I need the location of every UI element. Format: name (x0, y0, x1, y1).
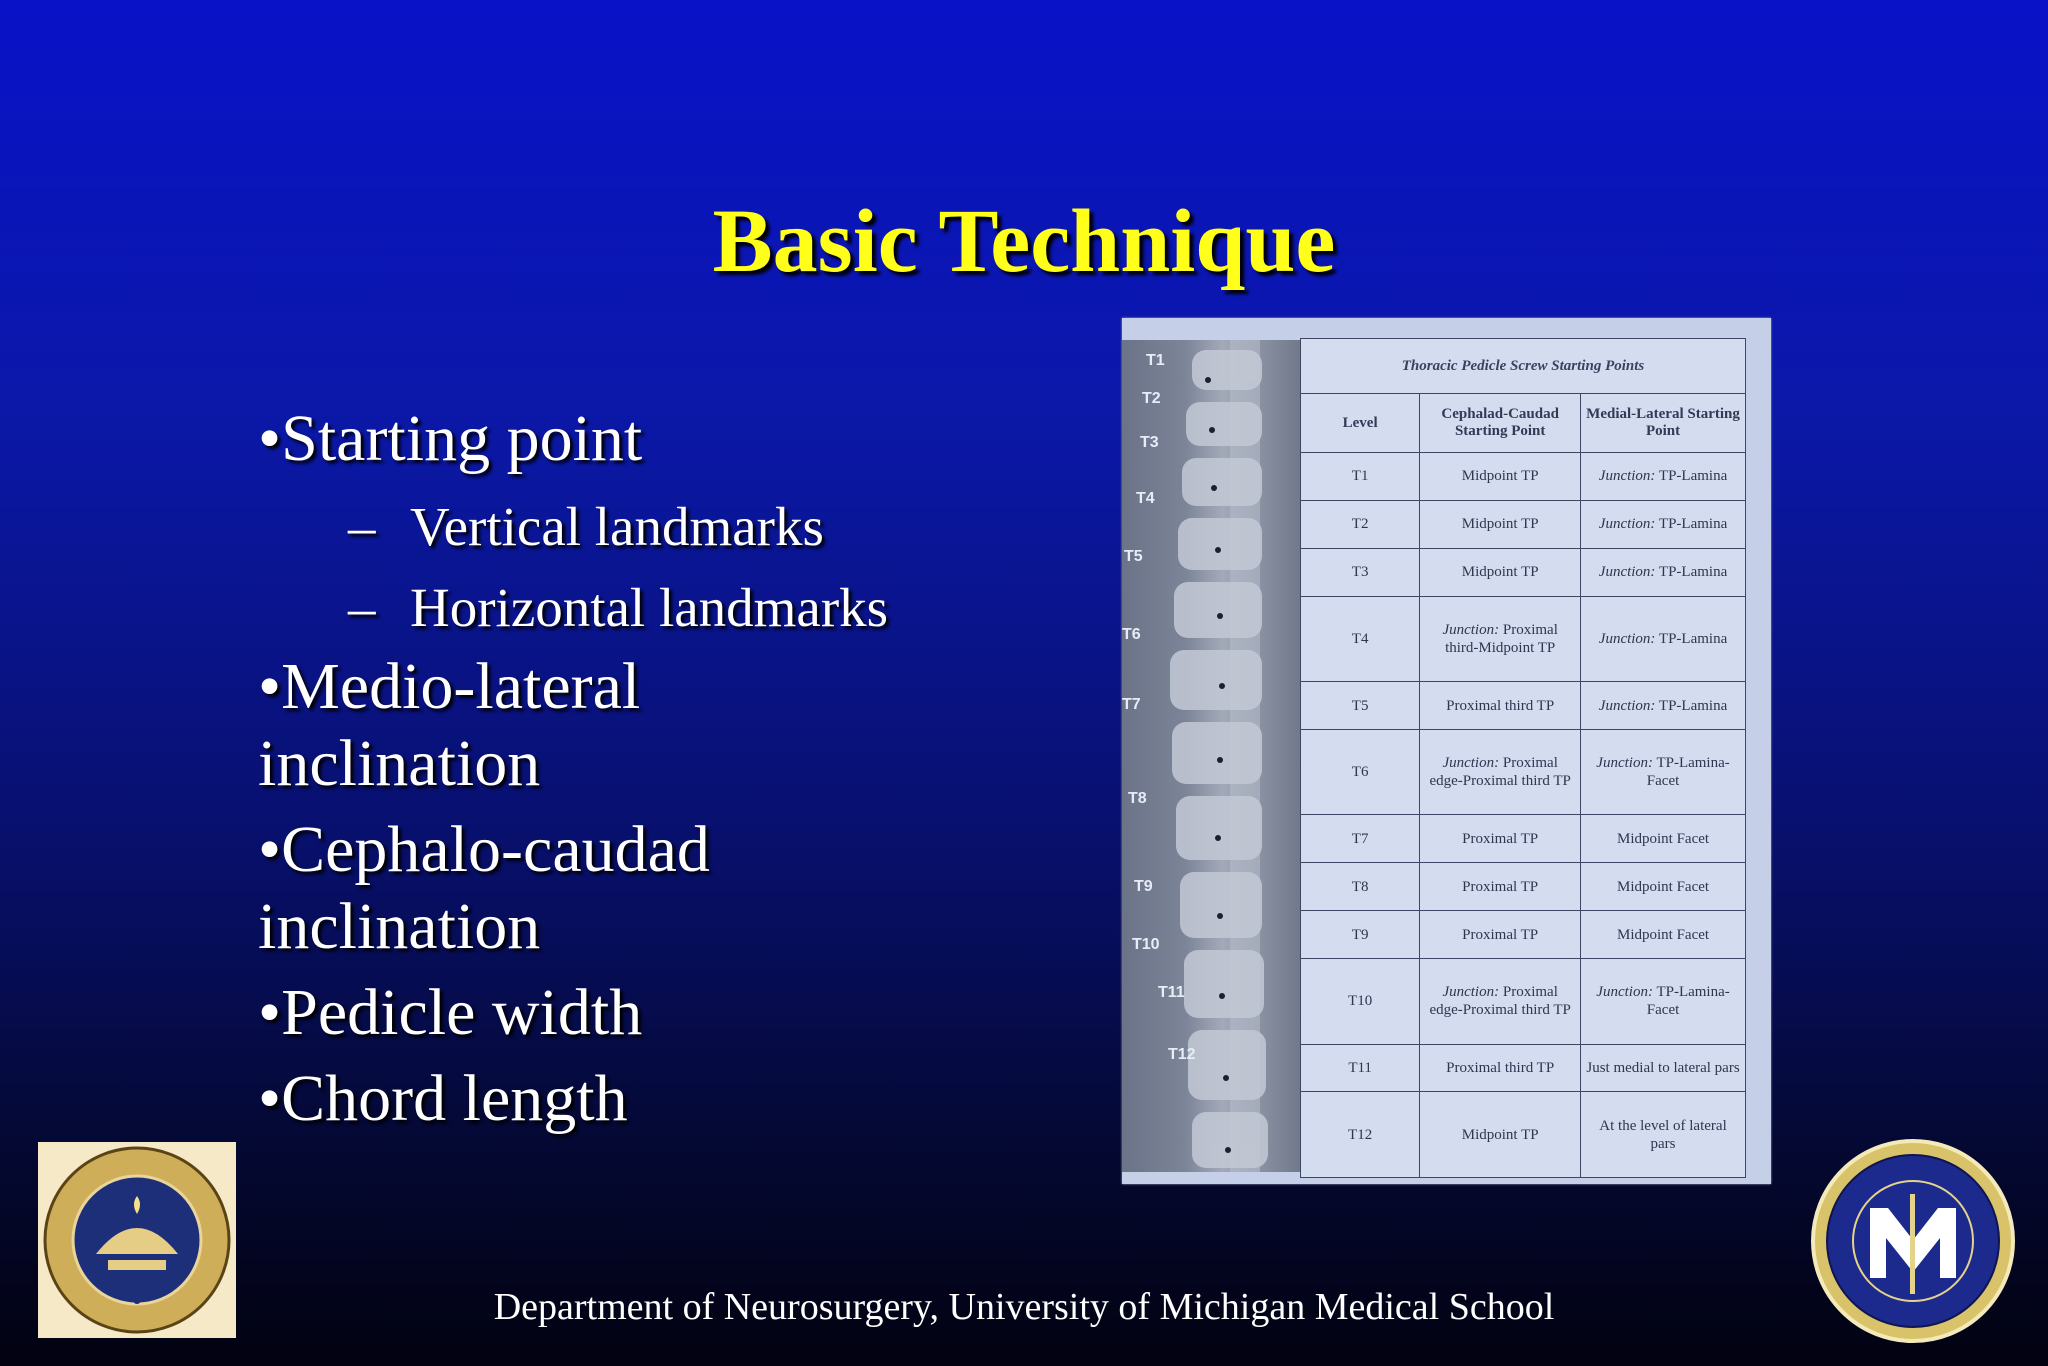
table-row (1301, 730, 1746, 815)
cell-cc: Junction: Proximal edge-Proximal third TP (1420, 730, 1581, 815)
bullet-medio-lateral: •Medio-lateral inclination (258, 650, 641, 800)
cell-cc: Proximal third TP (1420, 1044, 1581, 1092)
sub-bullet-horizontal (258, 567, 1058, 648)
table-row (1301, 500, 1746, 548)
cell-level: T7 (1301, 815, 1420, 863)
cell-ml: Junction: TP-Lamina (1581, 596, 1746, 681)
cell-cc: Junction: Proximal edge-Proximal third TP (1420, 959, 1581, 1044)
cell-cc: Junction: Proximal third-Midpoint TP (1420, 596, 1581, 681)
starting-points-table (1300, 338, 1746, 1178)
table-row (1301, 1044, 1746, 1092)
table-caption: Thoracic Pedicle Screw Starting Points (1301, 339, 1746, 394)
footer-text: Department of Neurosurgery, University of Michigan Medical School (493, 1286, 1555, 1328)
cell-ml: Junction: TP-Lamina (1581, 548, 1746, 596)
table-row (1301, 911, 1746, 959)
xray-label: T9 (1134, 878, 1153, 895)
cell-cc: Proximal TP (1420, 863, 1581, 911)
header-medial-lateral: Medial-Lateral Starting Point (1581, 394, 1746, 453)
bullet-pedicle-width: •Pedicle width (258, 976, 643, 1049)
xray-label: T7 (1122, 696, 1141, 713)
table-row (1301, 815, 1746, 863)
bullet-starting-point: •Starting point (258, 402, 643, 475)
cell-ml: Just medial to lateral pars (1581, 1044, 1746, 1092)
xray-label: T2 (1142, 390, 1161, 407)
cell-level: T2 (1301, 500, 1420, 548)
xray-label: T4 (1136, 490, 1155, 507)
table-row (1301, 453, 1746, 501)
cell-ml: Midpoint Facet (1581, 911, 1746, 959)
slide-title: Basic Technique (712, 192, 1336, 291)
cell-level: T9 (1301, 911, 1420, 959)
cell-cc: Proximal TP (1420, 911, 1581, 959)
cell-level: T3 (1301, 548, 1420, 596)
cell-ml: Midpoint Facet (1581, 863, 1746, 911)
cell-ml: Junction: TP-Lamina-Facet (1581, 959, 1746, 1044)
cell-ml: Junction: TP-Lamina (1581, 682, 1746, 730)
xray-label: T6 (1122, 626, 1141, 643)
figure-panel (1122, 318, 1771, 1184)
sub-bullet-vertical (258, 486, 1058, 567)
cell-level: T11 (1301, 1044, 1420, 1092)
cell-level: T8 (1301, 863, 1420, 911)
cell-ml: At the level of lateral pars (1581, 1092, 1746, 1178)
xray-label: T11 (1158, 984, 1185, 1001)
cell-level: T10 (1301, 959, 1420, 1044)
sub-bullet-text: Vertical landmarks (410, 496, 824, 557)
cell-level: T12 (1301, 1092, 1420, 1178)
table-row (1301, 596, 1746, 681)
spine-drawing (1122, 340, 1304, 1172)
xray-label: T8 (1128, 790, 1147, 807)
table-row (1301, 682, 1746, 730)
sub-bullet-text: Horizontal landmarks (410, 577, 889, 638)
xray-label: T1 (1146, 352, 1165, 369)
cell-cc: Proximal TP (1420, 815, 1581, 863)
cell-cc: Midpoint TP (1420, 548, 1581, 596)
cell-cc: Proximal third TP (1420, 682, 1581, 730)
cell-cc: Midpoint TP (1420, 1092, 1581, 1178)
bullet-cephalo-caudad: •Cephalo-caudad inclination (258, 813, 710, 963)
cell-ml: Junction: TP-Lamina (1581, 453, 1746, 501)
table-row (1301, 1092, 1746, 1178)
dash-glyph: – (348, 577, 376, 638)
table-row (1301, 863, 1746, 911)
cell-ml: Midpoint Facet (1581, 815, 1746, 863)
table-row (1301, 548, 1746, 596)
cell-level: T4 (1301, 596, 1420, 681)
cell-level: T5 (1301, 682, 1420, 730)
cell-level: T6 (1301, 730, 1420, 815)
xray-label: T5 (1124, 548, 1143, 565)
xray-label: T3 (1140, 434, 1159, 451)
dash-glyph: – (348, 496, 376, 557)
bullet-list (258, 400, 1058, 1146)
table-row (1301, 959, 1746, 1044)
xray-label: T10 (1132, 936, 1160, 953)
cell-cc: Midpoint TP (1420, 453, 1581, 501)
xray-label: T12 (1168, 1046, 1196, 1063)
header-level: Level (1301, 394, 1420, 453)
bullet-chord-length: •Chord length (258, 1062, 628, 1135)
spine-xray-image (1122, 340, 1304, 1172)
header-cephalad-caudad: Cephalad-Caudad Starting Point (1420, 394, 1581, 453)
cell-ml: Junction: TP-Lamina-Facet (1581, 730, 1746, 815)
cell-ml: Junction: TP-Lamina (1581, 500, 1746, 548)
cell-cc: Midpoint TP (1420, 500, 1581, 548)
cell-level: T1 (1301, 453, 1420, 501)
